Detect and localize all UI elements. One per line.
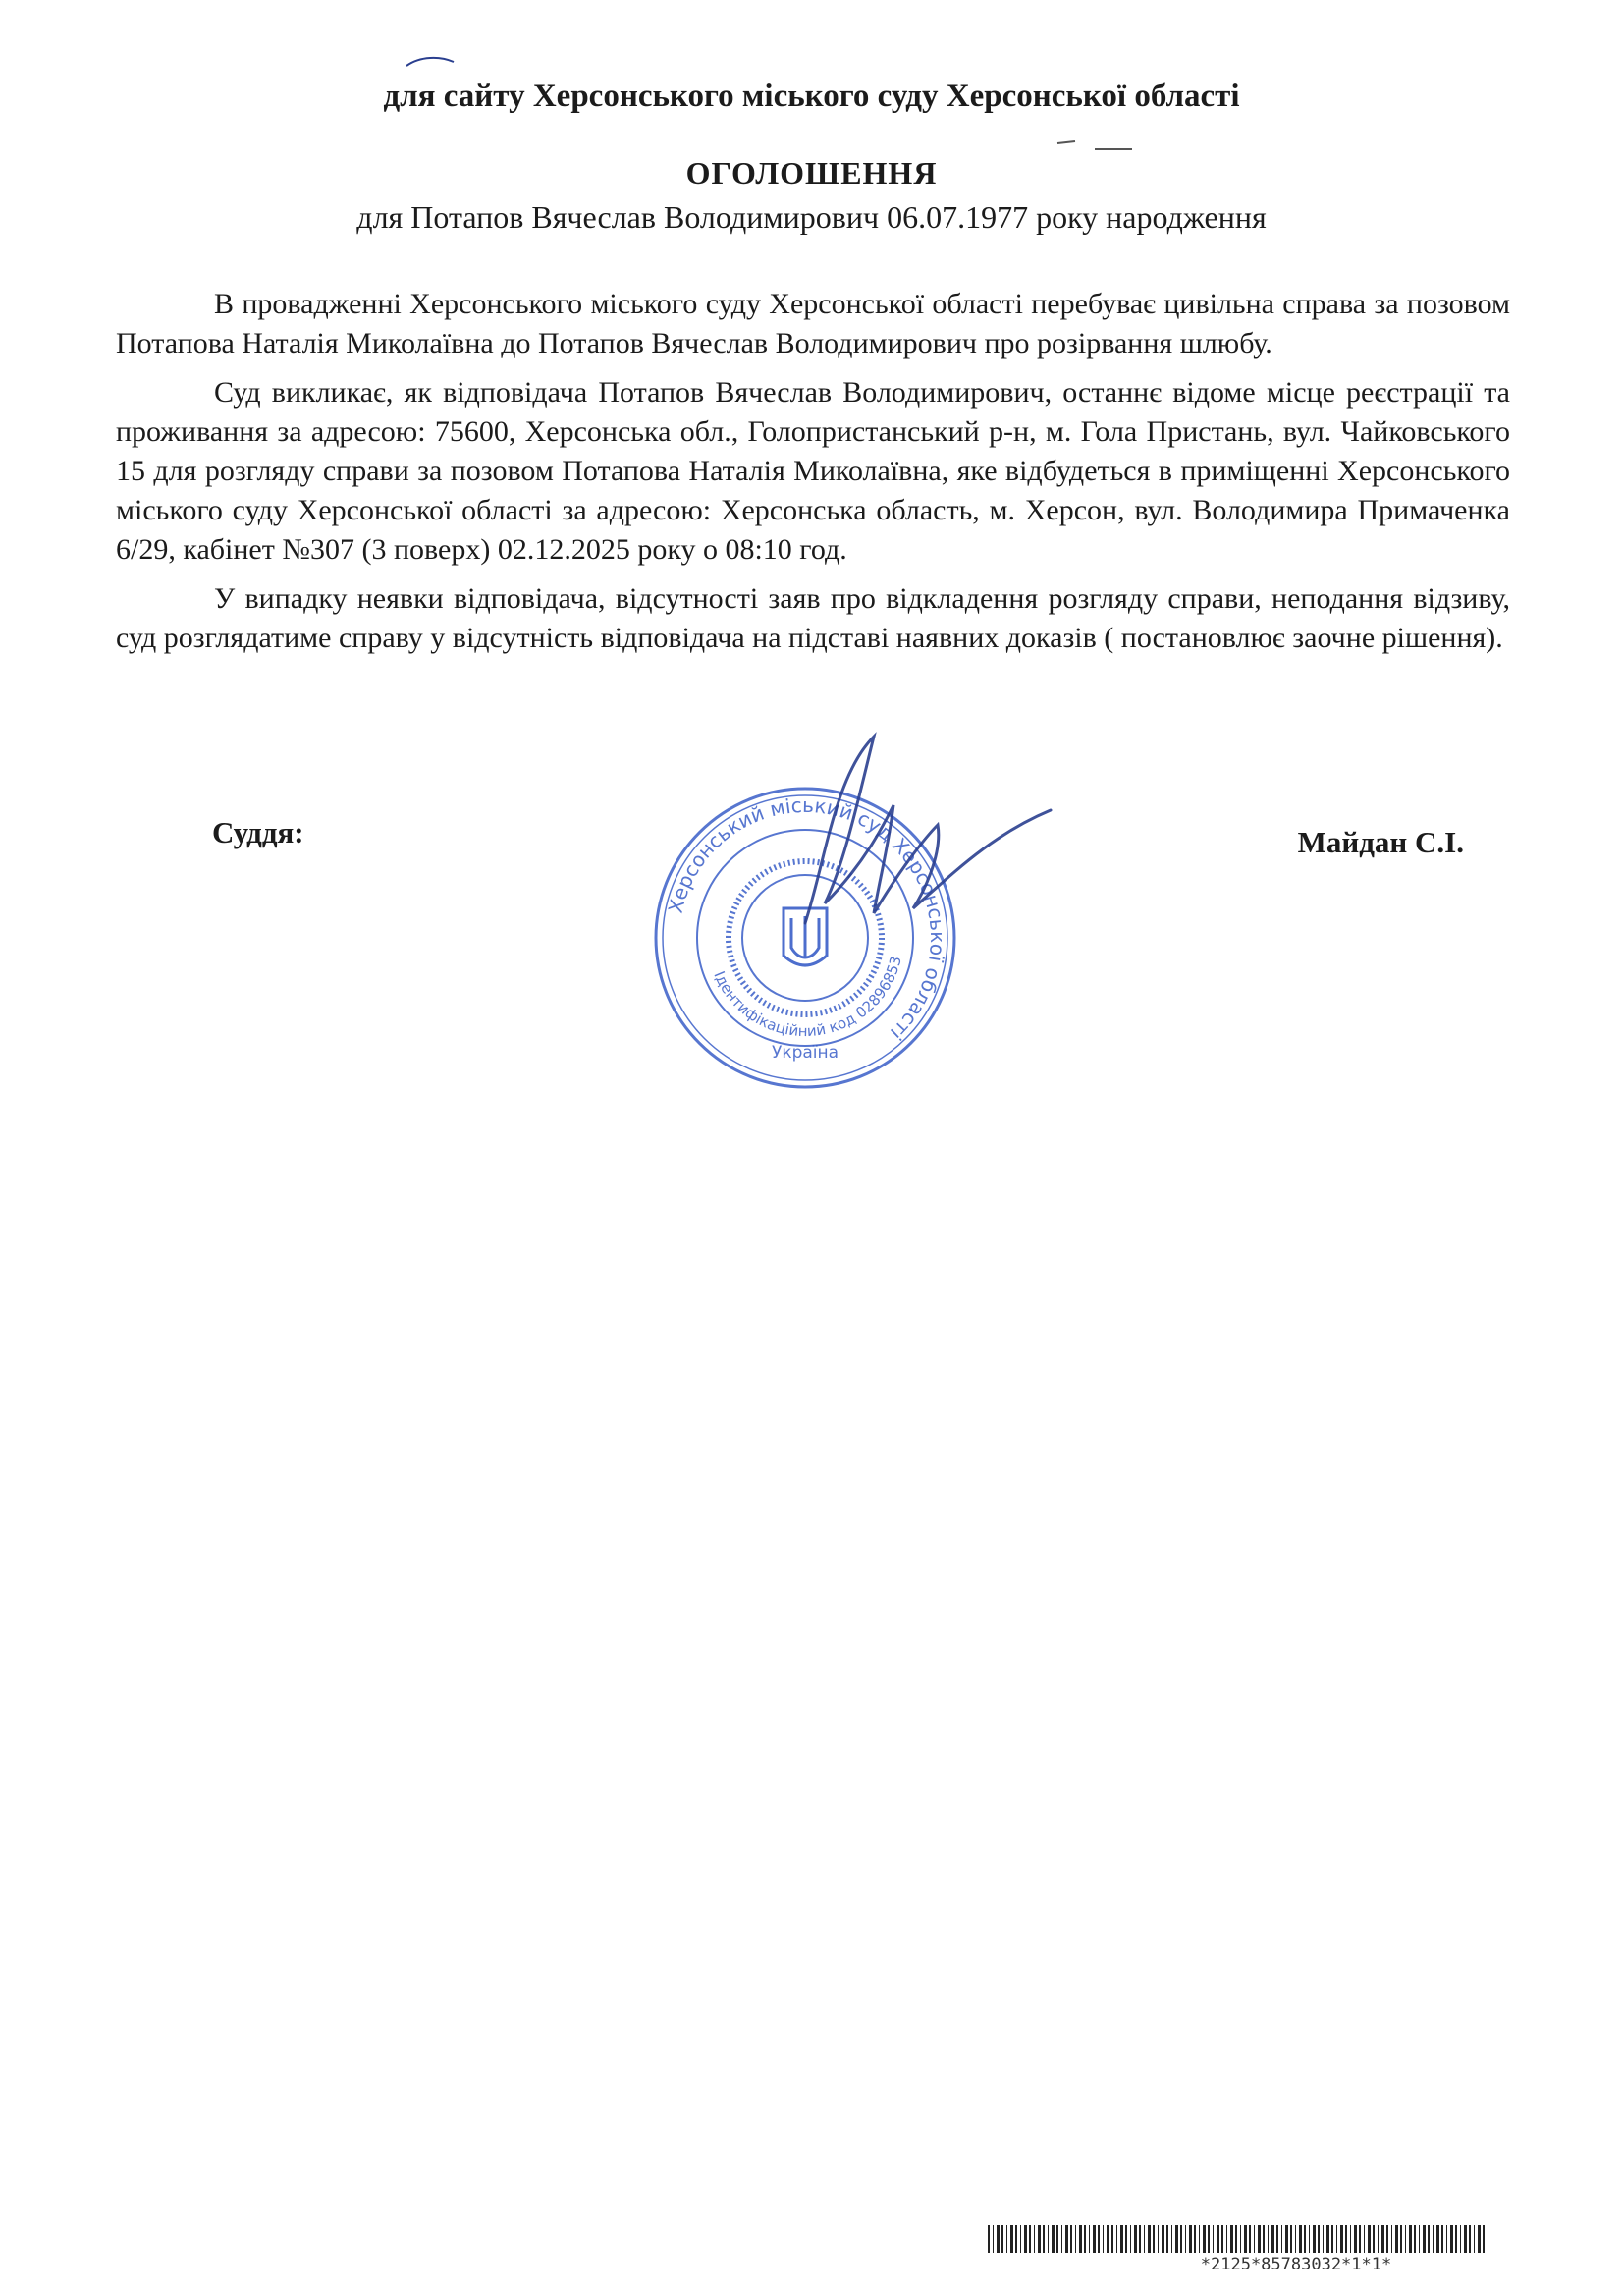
announcement-subtitle: для Потапов Вячеслав Володимирович 06.07.1977 року народження <box>356 199 1267 235</box>
barcode-number: *2125*85783032*1*1* <box>1200 2255 1392 2274</box>
handwritten-signature <box>766 717 1060 943</box>
judge-name: Майдан С.І. <box>1297 825 1464 859</box>
stamp-outer-text: Херсонський міський суд Херсонської області <box>663 793 950 1046</box>
stamp-inner-text: Ідентифікаційний код 02896853 <box>710 954 905 1041</box>
pen-mark <box>1055 137 1134 157</box>
paragraph-summons: Суд викликає, як відповідача Потапов Вячеслав Володимирович, останнє відоме місце реєстрації та проживання за адресою: 75600, Херсонська обл., Голопристанський р-н, м. Гола Пристань, вул. Чайковського 15 для розгляду справи за позовом Потапова Наталія Миколаївна, яке відбудеться в приміщенні Херсонського міського суду Херсонської області за адресою: Херсонська область, м. Херсон, вул. Володимира Примаченка 6/29, кабінет №307 (3 поверх) 02.12.2025 року о 08:10 год. <box>116 376 1510 566</box>
announcement-title: ОГОЛОШЕННЯ <box>685 155 938 191</box>
document-barcode <box>988 2225 1490 2253</box>
pen-mark <box>403 54 461 83</box>
judge-label: Суддя: <box>212 815 304 849</box>
stamp-country-text: Україна <box>771 1043 839 1063</box>
paragraph-consequences: У випадку неявки відповідача, відсутності заяв про відкладення розгляду справи, неподання відзиву, суд розглядатиме справу у відсутність відповідача на підставі наявних доказів ( постановлює заочне рішення). <box>116 582 1510 654</box>
announcement-body <box>116 285 1510 668</box>
site-header-line: для сайту Херсонського міського суду Херсонської області <box>383 79 1240 114</box>
paragraph-case-info: В провадженні Херсонського міського суду Херсонської області перебуває цивільна справа за позовом Потапова Наталія Миколаївна до Потапов Вячеслав Володимирович про розірвання шлюбу. <box>116 288 1510 359</box>
